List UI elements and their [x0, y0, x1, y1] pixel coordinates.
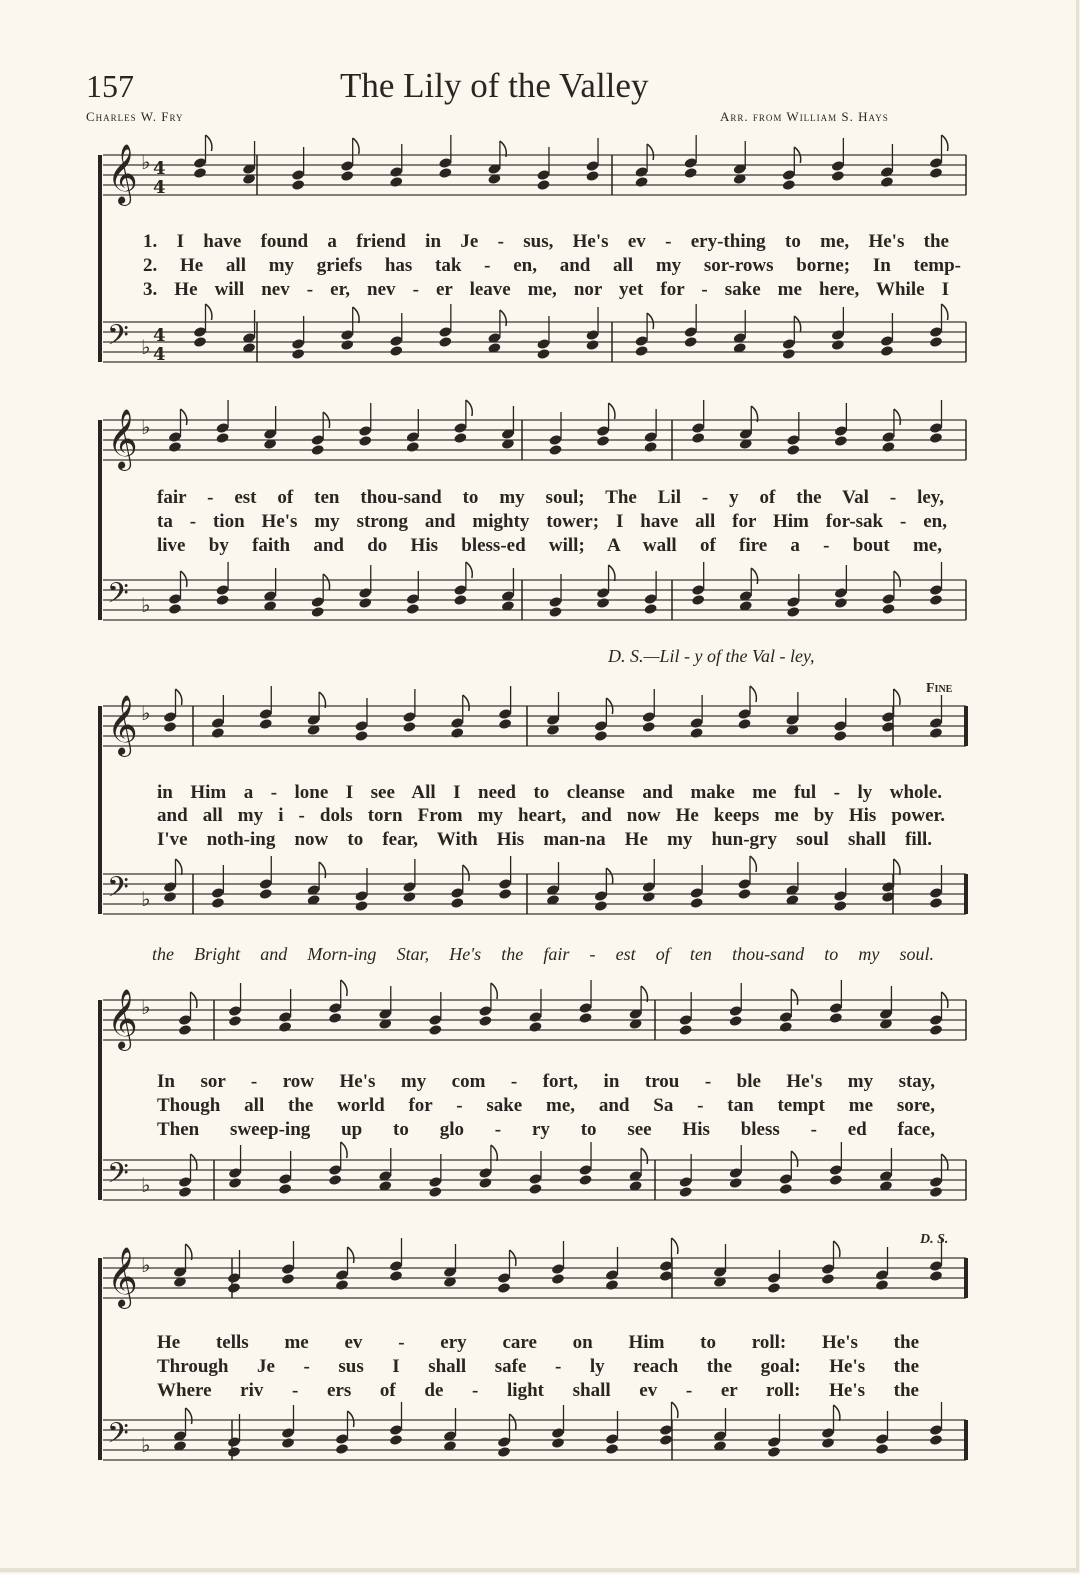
note-flag: [181, 571, 187, 587]
note-head: [528, 1183, 542, 1195]
note-head: [291, 348, 305, 360]
note-head: [659, 1270, 673, 1282]
note-head: [786, 606, 800, 618]
ds-refrain-text: the Bright and Morn-ing Star, He's the fair - est of ten thou-sand to my soul.: [152, 944, 934, 964]
lyric-line: Where riv - ers of de - light shall ev - er roll: He's the: [157, 1380, 919, 1401]
note-flag: [942, 304, 948, 320]
note-head: [779, 1021, 793, 1033]
composer-credit: Arr. from William S. Hays: [720, 109, 889, 124]
note-head: [782, 348, 796, 360]
note-flag: [894, 571, 900, 587]
note-head: [389, 345, 403, 357]
lyric-line: in Him a - lone I see All I need to cleanse and make me ful - ly whole.: [157, 782, 942, 803]
lyric-line: Through Je - sus I shall safe - ly reach the goal: He's the: [157, 1356, 919, 1377]
note-head: [729, 1015, 743, 1027]
note-head: [684, 167, 698, 179]
note-head: [259, 888, 273, 900]
note-head: [834, 435, 848, 447]
note-flag: [353, 307, 359, 323]
lyric-line: and all my i - dols torn From my heart, and now He keeps me by His power.: [157, 805, 945, 826]
note-head: [644, 441, 658, 453]
note-head: [875, 1279, 889, 1291]
note-flag: [206, 304, 212, 320]
note-head: [340, 170, 354, 182]
note-head: [605, 1279, 619, 1291]
note-head: [193, 167, 207, 179]
hymn-title: The Lily of the Valley: [340, 66, 649, 105]
treble-clef-icon: 𝄞: [107, 1247, 138, 1307]
flat-key-signature-icon: ♭: [141, 1253, 151, 1277]
note-head: [358, 597, 372, 609]
note-head: [881, 441, 895, 453]
note-flag: [751, 568, 757, 584]
note-flag: [510, 1414, 516, 1430]
note-head: [831, 170, 845, 182]
note-head: [821, 1273, 835, 1285]
note-head: [929, 1270, 943, 1282]
note-flag: [181, 409, 187, 425]
note-head: [880, 176, 894, 188]
lyric-line: Then sweep-ing up to glo - ry to see His bless - ed face,: [157, 1119, 935, 1140]
note-head: [340, 339, 354, 351]
note-flag: [750, 856, 756, 872]
note-head: [737, 718, 751, 730]
note-head: [578, 1174, 592, 1186]
note-head: [881, 603, 895, 615]
note-head: [328, 1174, 342, 1186]
note-head: [178, 1186, 192, 1198]
note-head: [227, 1282, 241, 1294]
note-head: [227, 1446, 241, 1458]
note-flag: [319, 862, 325, 878]
note-head: [767, 1282, 781, 1294]
note-head: [684, 336, 698, 348]
note-head: [679, 1024, 693, 1036]
note-head: [642, 891, 656, 903]
note-head: [929, 1186, 943, 1198]
note-head: [875, 1443, 889, 1455]
note-flag: [894, 409, 900, 425]
time-signature: 4: [153, 325, 166, 346]
note-head: [163, 721, 177, 733]
note-head: [551, 1437, 565, 1449]
lyric-line: In sor - row He's my com - fort, in trou - ble He's my stay,: [157, 1071, 935, 1092]
note-head: [438, 336, 452, 348]
bass-clef-icon: 𝄢: [107, 871, 129, 911]
note-flag: [834, 1405, 840, 1421]
bass-clef-icon: 𝄢: [107, 319, 129, 359]
note-head: [193, 336, 207, 348]
note-head: [691, 432, 705, 444]
note-head: [168, 603, 182, 615]
flat-key-signature-icon: ♭: [141, 995, 151, 1019]
flat-key-signature-icon: ♭: [141, 701, 151, 725]
note-head: [679, 1186, 693, 1198]
note-head: [311, 444, 325, 456]
note-head: [929, 1434, 943, 1446]
ds-refrain-text: D. S.—Lil - y of the Val - ley,: [608, 646, 815, 666]
note-head: [536, 179, 550, 191]
note-head: [929, 167, 943, 179]
note-head: [786, 444, 800, 456]
note-head: [578, 1012, 592, 1024]
note-head: [767, 1446, 781, 1458]
fine-mark: Fine: [926, 681, 953, 696]
note-flag: [606, 868, 612, 884]
note-head: [178, 1024, 192, 1036]
note-head: [281, 1273, 295, 1285]
lyric-line: fair - est of ten thou-sand to my soul; The Lil - y of the Val - ley,: [157, 487, 944, 508]
note-flag: [186, 1408, 192, 1424]
note-flag: [791, 989, 797, 1005]
note-head: [548, 606, 562, 618]
note-head: [690, 897, 704, 909]
hymn-number: 157: [86, 68, 134, 104]
note-head: [596, 597, 610, 609]
note-head: [211, 897, 225, 909]
time-signature: 4: [153, 344, 166, 365]
note-head: [281, 1437, 295, 1449]
note-flag: [191, 1154, 197, 1170]
note-head: [478, 1177, 492, 1189]
note-head: [215, 432, 229, 444]
note-head: [929, 727, 943, 739]
note-head: [450, 897, 464, 909]
note-flag: [341, 1142, 347, 1158]
note-head: [929, 432, 943, 444]
note-flag: [500, 310, 506, 326]
lyric-line: I've noth-ing now to fear, With His man-na He my hun-gry soul shall fill.: [157, 829, 932, 850]
note-head: [311, 606, 325, 618]
note-flag: [672, 1402, 678, 1418]
flat-key-signature-icon: ♭: [141, 150, 151, 174]
note-flag: [348, 1411, 354, 1427]
note-flag: [176, 689, 182, 705]
bass-clef-icon: 𝄢: [107, 1157, 129, 1197]
note-head: [594, 730, 608, 742]
note-head: [729, 1177, 743, 1189]
note-head: [929, 897, 943, 909]
note-head: [478, 1015, 492, 1027]
flat-key-signature-icon: ♭: [141, 887, 151, 911]
note-flag: [672, 1238, 678, 1254]
note-head: [779, 1183, 793, 1195]
note-flag: [834, 1241, 840, 1257]
note-flag: [647, 313, 653, 329]
note-head: [291, 179, 305, 191]
note-head: [880, 345, 894, 357]
note-flag: [942, 135, 948, 151]
treble-clef-icon: 𝄞: [107, 144, 138, 204]
note-flag: [647, 144, 653, 160]
note-flag: [206, 135, 212, 151]
note-head: [821, 1437, 835, 1449]
note-head: [450, 727, 464, 739]
note-head: [328, 1012, 342, 1024]
note-head: [536, 348, 550, 360]
note-flag: [791, 1151, 797, 1167]
note-head: [585, 170, 599, 182]
note-head: [585, 339, 599, 351]
note-head: [259, 718, 273, 730]
note-flag: [341, 980, 347, 996]
note-head: [438, 167, 452, 179]
note-head: [833, 730, 847, 742]
flat-key-signature-icon: ♭: [141, 415, 151, 439]
treble-clef-icon: 𝄞: [107, 695, 138, 755]
note-flag: [353, 138, 359, 154]
note-flag: [466, 562, 472, 578]
note-head: [278, 1021, 292, 1033]
note-flag: [463, 695, 469, 711]
note-head: [528, 1021, 542, 1033]
note-flag: [641, 1148, 647, 1164]
note-flag: [894, 689, 900, 705]
lyric-line: Though all the world for - sake me, and Sa - tan tempt me sore,: [157, 1095, 935, 1116]
note-head: [929, 336, 943, 348]
note-head: [737, 888, 751, 900]
note-head: [402, 721, 416, 733]
note-flag: [348, 1247, 354, 1263]
flat-key-signature-icon: ♭: [141, 1433, 151, 1457]
note-head: [354, 730, 368, 742]
note-head: [389, 1434, 403, 1446]
note-flag: [609, 403, 615, 419]
lyric-line: ta - tion He's my strong and mighty tower; I have all for Him for-sak - en,: [157, 511, 947, 532]
lyric-line: live by faith and do His bless-ed will; A wall of fire a - bout me,: [157, 535, 942, 556]
note-head: [498, 888, 512, 900]
time-signature: 4: [153, 158, 166, 179]
note-head: [659, 1434, 673, 1446]
note-head: [389, 1270, 403, 1282]
note-head: [498, 718, 512, 730]
note-head: [428, 1024, 442, 1036]
flat-key-signature-icon: ♭: [141, 1173, 151, 1197]
note-head: [929, 1024, 943, 1036]
ds-mark: D. S.: [920, 1232, 949, 1247]
note-head: [644, 603, 658, 615]
note-head: [829, 1174, 843, 1186]
note-head: [642, 721, 656, 733]
note-flag: [942, 1154, 948, 1170]
treble-clef-icon: 𝄞: [107, 409, 138, 469]
note-head: [829, 1012, 843, 1024]
note-head: [833, 900, 847, 912]
note-flag: [323, 574, 329, 590]
note-head: [335, 1279, 349, 1291]
note-head: [215, 594, 229, 606]
flat-key-signature-icon: ♭: [141, 335, 151, 359]
lyric-line: 1. I have found a friend in Je - sus, He's ev - ery-thing to me, He's the: [143, 231, 949, 252]
note-head: [358, 435, 372, 447]
note-head: [389, 176, 403, 188]
bass-clef-icon: 𝄢: [107, 1417, 129, 1457]
note-head: [428, 1186, 442, 1198]
note-head: [228, 1177, 242, 1189]
note-flag: [894, 859, 900, 875]
note-flag: [609, 565, 615, 581]
note-head: [168, 441, 182, 453]
note-head: [211, 727, 225, 739]
time-signature: 4: [153, 177, 166, 198]
note-head: [635, 345, 649, 357]
note-head: [354, 900, 368, 912]
note-head: [594, 900, 608, 912]
note-head: [453, 432, 467, 444]
lyric-line: 3. He will nev - er, nev - er leave me, nor yet for - sake me here, While I: [143, 279, 949, 300]
note-head: [834, 597, 848, 609]
note-head: [596, 435, 610, 447]
lyric-line: He tells me ev - ery care on Him to roll: He's the: [157, 1332, 919, 1353]
note-head: [335, 1443, 349, 1455]
note-head: [635, 176, 649, 188]
note-head: [782, 179, 796, 191]
note-head: [228, 1015, 242, 1027]
lyricist-credit: Charles W. Fry: [86, 109, 184, 124]
note-head: [406, 441, 420, 453]
note-flag: [491, 1145, 497, 1161]
note-head: [278, 1183, 292, 1195]
note-head: [551, 1273, 565, 1285]
note-flag: [466, 400, 472, 416]
treble-clef-icon: 𝄞: [107, 989, 138, 1049]
note-head: [406, 603, 420, 615]
note-head: [831, 339, 845, 351]
note-head: [929, 594, 943, 606]
note-head: [453, 594, 467, 606]
note-flag: [491, 983, 497, 999]
bass-clef-icon: 𝄢: [107, 577, 129, 617]
note-head: [497, 1446, 511, 1458]
lyric-line: 2. He all my griefs has tak - en, and all my sor-rows borne; In temp-: [143, 255, 961, 276]
note-flag: [463, 865, 469, 881]
note-head: [548, 444, 562, 456]
note-flag: [750, 686, 756, 702]
note-head: [497, 1282, 511, 1294]
note-head: [163, 891, 177, 903]
note-head: [402, 891, 416, 903]
flat-key-signature-icon: ♭: [141, 593, 151, 617]
note-flag: [794, 316, 800, 332]
note-head: [605, 1443, 619, 1455]
note-head: [690, 727, 704, 739]
note-head: [691, 594, 705, 606]
note-flag: [176, 859, 182, 875]
